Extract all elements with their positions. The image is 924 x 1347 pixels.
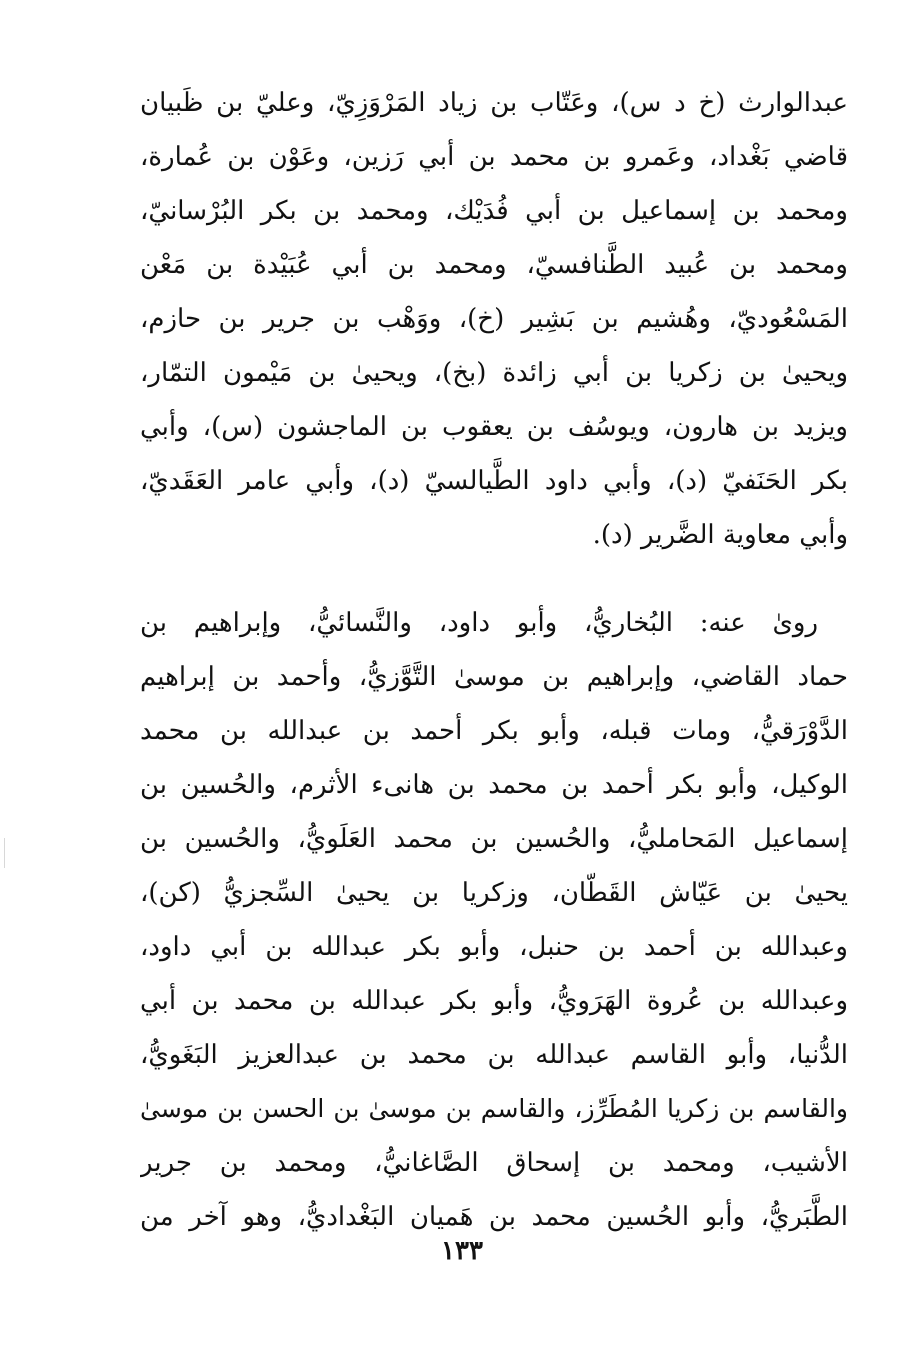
text-line: عبدالوارث (خ د س)، وعَتّاب بن زياد المَرْوَزِيّ، وعليّ بن ظَبيان [140,88,848,118]
text-line: وأبي معاوية الضَّرير (د). [592,520,848,550]
text-line: ويحيىٰ بن زكريا بن أبي زائدة (بخ)، ويحيىٰ بن مَيْمون التمّار، [140,358,848,388]
text-line: والقاسم بن زكريا المُطَرِّز، والقاسم بن موسىٰ بن الحسن بن موسىٰ [140,1094,848,1123]
text-line: الدُّنيا، وأبو القاسم عبدالله بن محمد بن عبدالعزيز البَغَويُّ، [140,1040,848,1070]
text-line: حماد القاضي، وإبراهيم بن موسىٰ التَّوَّزيُّ، وأحمد بن إبراهيم [140,662,848,692]
text-line: قاضي بَغْداد، وعَمرو بن محمد بن أبي رَزين، وعَوْن بن عُمارة، [140,142,848,172]
text-line: ومحمد بن إسماعيل بن أبي فُدَيْك، ومحمد بن بكر البُرْسانيّ، [140,196,848,226]
text-line: الوكيل، وأبو بكر أحمد بن محمد بن هانىء الأثرم، والحُسين بن [140,770,848,800]
text-line: وعبدالله بن عُروة الهَرَويُّ، وأبو بكر عبدالله بن محمد بن أبي [140,986,848,1016]
scan-margin-mark [4,838,5,868]
text-line: وعبدالله بن أحمد بن حنبل، وأبو بكر عبدالله بن أبي داود، [140,932,848,962]
text-line: ويزيد بن هارون، ويوسُف بن يعقوب بن الماجشون (س)، وأبي [140,412,848,442]
text-line-indented: روىٰ عنه: البُخاريُّ، وأبو داود، والنَّسائيُّ، وإبراهيم بن [140,608,818,638]
page-number: ١٣٣ [441,1236,483,1266]
text-line: بكر الحَنَفيّ (د)، وأبي داود الطَّيالسيّ (د)، وأبي عامر العَقَديّ، [140,466,848,496]
text-line: الدَّوْرَقيُّ، ومات قبله، وأبو بكر أحمد بن عبدالله بن محمد [140,716,848,746]
text-line: الأشيب، ومحمد بن إسحاق الصَّاغانيُّ، ومحمد بن جرير [140,1148,848,1178]
text-line: يحيىٰ بن عَيّاش القَطّان، وزكريا بن يحيىٰ السِّجزيُّ (كن)، [140,878,848,908]
text-line: إسماعيل المَحامليُّ، والحُسين بن محمد العَلَويُّ، والحُسين بن [140,824,848,854]
text-line: الطَّبَريُّ، وأبو الحُسين محمد بن هَميان البَغْداديُّ، وهو آخر من [140,1202,848,1232]
text-line: المَسْعُوديّ، وهُشيم بن بَشِير (خ)، ووَهْب بن جرير بن حازم، [140,304,848,334]
text-line: ومحمد بن عُبيد الطَّنافسيّ، ومحمد بن أبي عُبَيْدة بن مَعْن [140,250,848,280]
